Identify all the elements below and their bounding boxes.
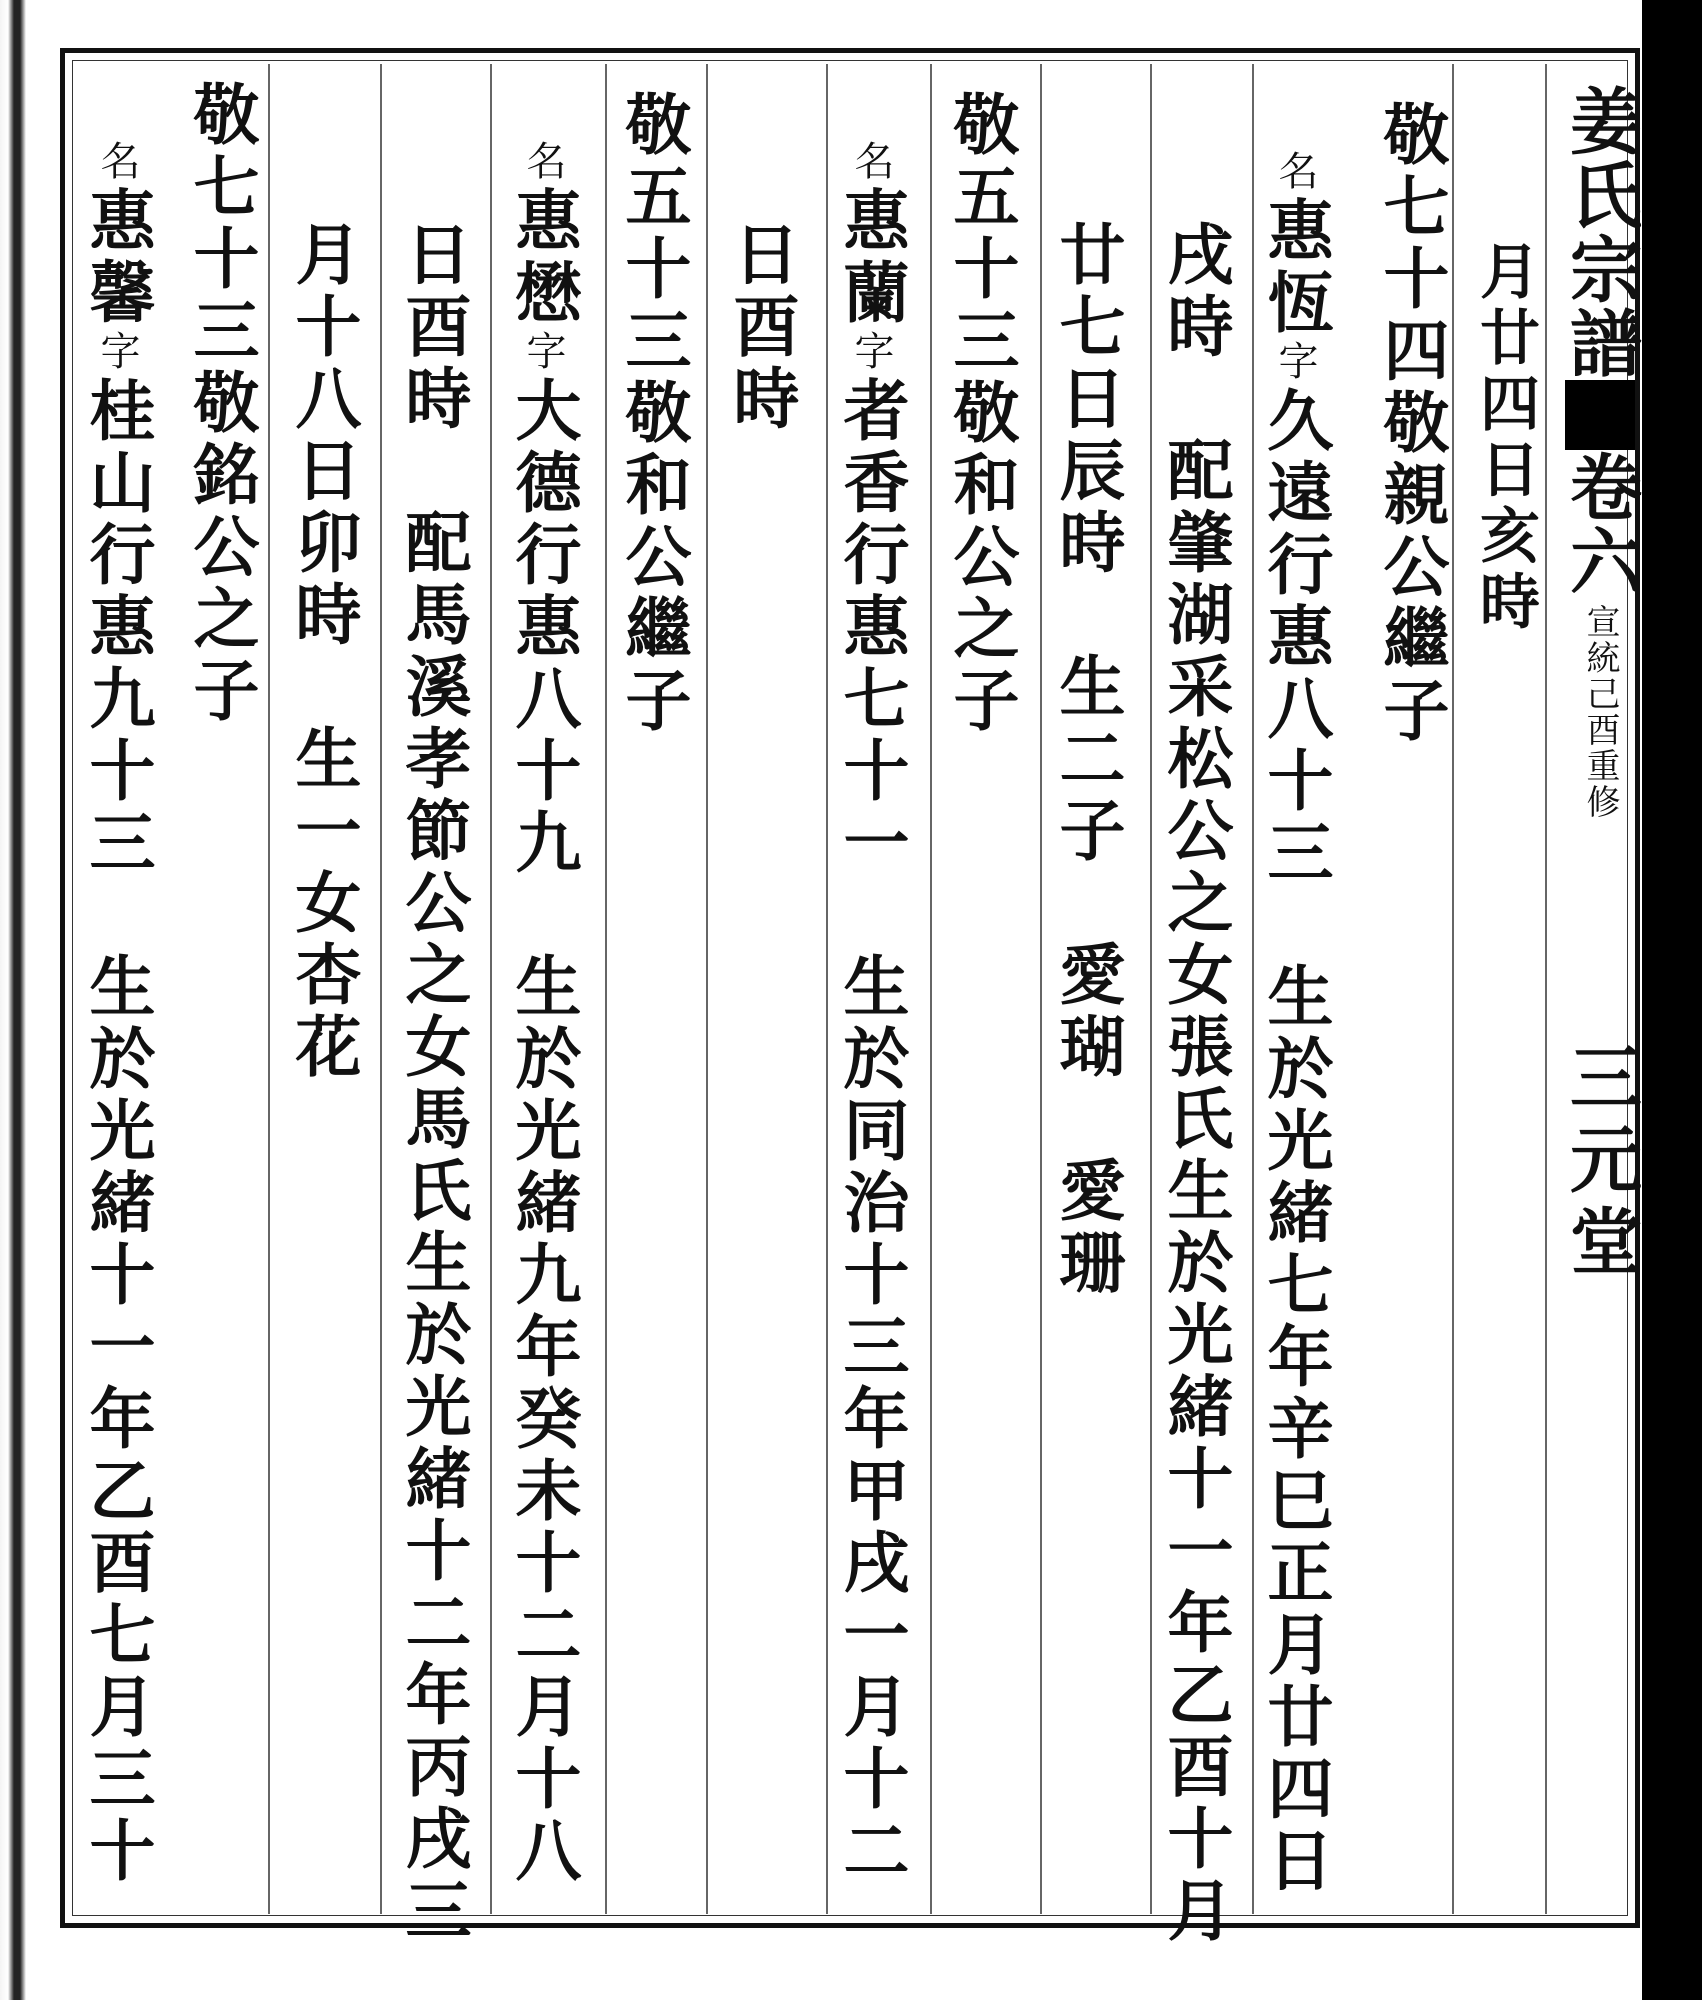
column-rule xyxy=(490,64,492,1914)
generation-heading xyxy=(1372,100,1450,748)
column-rule xyxy=(1040,64,1042,1914)
given-name: 惠恆 xyxy=(1256,196,1334,340)
page-banner xyxy=(1558,84,1643,1286)
given-name: 惠蘭 xyxy=(832,186,910,330)
column-rule xyxy=(930,64,932,1914)
heading-text: 敬五十三敬和公之子 xyxy=(942,90,1020,738)
column-rule xyxy=(1545,64,1547,1914)
text-column xyxy=(722,220,800,436)
person-entry xyxy=(832,140,910,1888)
heading-text: 敬七十四敬親公繼子 xyxy=(1372,100,1450,748)
courtesy-marker: 字 xyxy=(848,330,894,376)
entry-text: 久遠行惠八十三 生於光緒七年辛巳正月廿四日 xyxy=(1256,386,1334,1898)
volume-label: 卷六 xyxy=(1558,450,1643,598)
entry-text: 大德行惠八十九 生於光緒九年癸未十二月十八 xyxy=(504,376,582,1888)
generation-heading xyxy=(942,90,1020,738)
column-rule xyxy=(1252,64,1254,1914)
given-name: 惠馨 xyxy=(78,186,156,330)
courtesy-marker: 字 xyxy=(520,330,566,376)
text-column xyxy=(394,220,472,1948)
column-text: 月廿四日亥時 xyxy=(1470,240,1540,636)
column-rule xyxy=(706,64,708,1914)
banner-black-block xyxy=(1565,380,1635,450)
name-marker: 名 xyxy=(848,140,894,186)
column-text: 廿七日辰時 生二子 愛瑚 愛珊 xyxy=(1048,220,1126,1300)
column-rule xyxy=(268,64,270,1914)
heading-text: 敬七十三敬銘公之子 xyxy=(182,80,260,728)
column-rule xyxy=(826,64,828,1914)
name-marker: 名 xyxy=(1272,150,1318,196)
heading-text: 敬五十三敬和公繼子 xyxy=(614,90,692,738)
name-marker: 名 xyxy=(94,140,140,186)
generation-heading xyxy=(182,80,260,728)
hall-name: 三元堂 xyxy=(1558,1040,1643,1286)
scan-dark-margin xyxy=(1642,0,1702,2000)
person-entry xyxy=(1256,150,1334,1898)
edition-note: 宣統己酉重修 xyxy=(1580,604,1620,820)
column-rule xyxy=(380,64,382,1914)
scan-binding-edge xyxy=(0,0,40,2000)
column-rule xyxy=(605,64,607,1914)
courtesy-marker: 字 xyxy=(1272,340,1318,386)
text-column xyxy=(1470,240,1540,636)
column-rule xyxy=(1150,64,1152,1914)
generation-heading xyxy=(614,90,692,738)
column-text: 月十八日卯時 生一女杏花 xyxy=(284,220,362,1084)
text-column xyxy=(284,220,362,1084)
name-marker: 名 xyxy=(520,140,566,186)
book-title: 姜氏宗譜 xyxy=(1558,84,1643,380)
person-entry xyxy=(78,140,156,1888)
entry-text: 桂山行惠九十三 生於光緒十一年乙酉七月三十 xyxy=(78,376,156,1888)
text-column xyxy=(1156,220,1234,1948)
column-text: 戌時 配肇湖采松公之女張氏生於光緒十一年乙酉十月 xyxy=(1156,220,1234,1948)
given-name: 惠懋 xyxy=(504,186,582,330)
column-text: 日酉時 配馬溪孝節公之女馬氏生於光緒十二年丙戌三 xyxy=(394,220,472,1948)
column-rule xyxy=(1452,64,1454,1914)
entry-text: 者香行惠七十一 生於同治十三年甲戌一月十二 xyxy=(832,376,910,1888)
person-entry xyxy=(504,140,582,1888)
courtesy-marker: 字 xyxy=(94,330,140,376)
column-text: 日酉時 xyxy=(722,220,800,436)
text-column xyxy=(1048,220,1126,1300)
